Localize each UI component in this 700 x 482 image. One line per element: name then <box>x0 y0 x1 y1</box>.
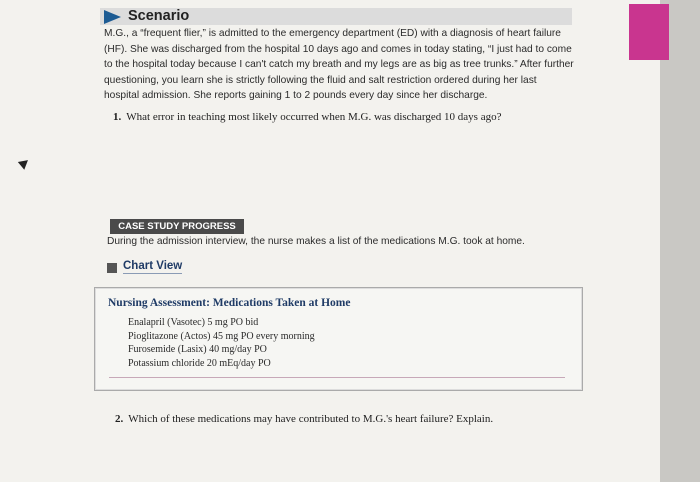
question-text: What error in teaching most likely occurred when M.G. was discharged 10 days ago? <box>126 111 502 123</box>
mouse-cursor-icon <box>18 156 31 169</box>
medication-item: Potassium chloride 20 mEq/day PO <box>128 357 271 369</box>
medication-item: Enalapril (Vasotec) 5 mg PO bid <box>128 317 259 328</box>
scenario-title: Scenario <box>128 8 190 24</box>
assessment-title: Nursing Assessment: Medications Taken at Home <box>108 297 351 309</box>
question-text: Which of these medications may have contributed to M.G.'s heart failure? Explain. <box>128 413 494 425</box>
nursing-assessment-box <box>94 287 583 391</box>
divider <box>109 377 565 378</box>
medication-list <box>128 316 315 370</box>
question-1 <box>113 111 501 123</box>
square-bullet-icon <box>107 263 117 273</box>
arrow-right-icon <box>104 10 121 24</box>
chart-view-label: Chart View <box>123 260 183 272</box>
scenario-paragraph: M.G., a “frequent flier,” is admitted to the emergency department (ED) with a diagnosis of heart failure (HF). She was discharged from the hospital 10 days ago and comes in today stating, “I just had to come to the hospital today because I can't catch my breath and my legs are as big as tree trunks.” After further questioning, you learn she is strictly following the fluid and salt restriction ordered during her last hospital admission. She reports gaining 1 to 2 pounds every day since her discharge. <box>104 28 574 101</box>
question-number: 2. <box>115 413 124 425</box>
case-progress-text: During the admission interview, the nurse makes a list of the medications M.G. took at home. <box>107 236 525 247</box>
case-study-progress-badge: CASE STUDY PROGRESS <box>110 219 244 234</box>
medication-item: Furosemide (Lasix) 40 mg/day PO <box>128 344 267 356</box>
page-edge <box>660 0 700 482</box>
question-2 <box>115 413 493 425</box>
chapter-tab <box>629 4 669 60</box>
medication-item: Pioglitazone (Actos) 45 mg PO every morning <box>128 330 315 342</box>
question-number: 1. <box>113 111 122 123</box>
